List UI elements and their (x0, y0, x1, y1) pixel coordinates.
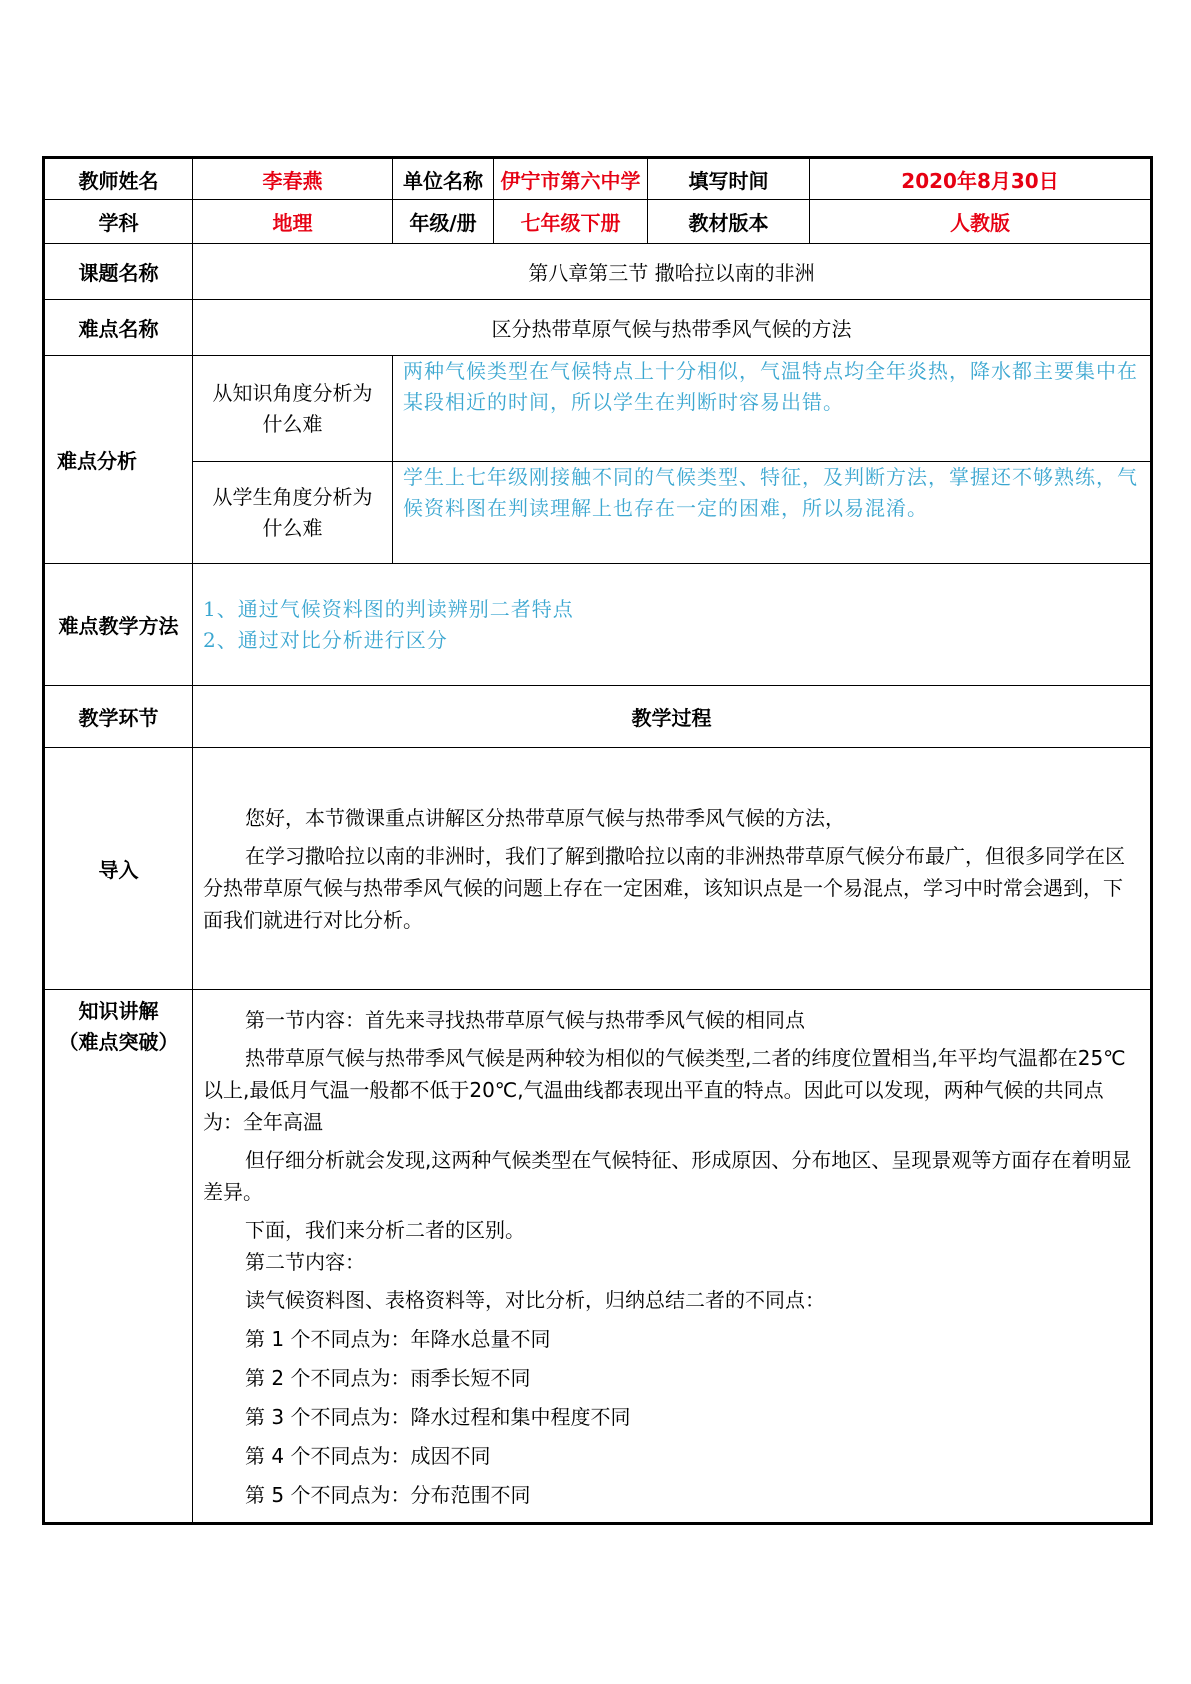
date-value: 2020年8月30日 (810, 158, 1152, 200)
teacher-value: 李春燕 (193, 158, 393, 200)
knowledge-angle-text (393, 356, 1152, 462)
knowledge-paragraph: 下面，我们来分析二者的区别。 (245, 1218, 525, 1242)
difference-item: 第 2 个不同点为：雨季长短不同 (245, 1366, 531, 1390)
knowledge-angle-label-line-2: 什么难 (262, 411, 323, 436)
student-angle-label-line-2: 什么难 (262, 515, 323, 540)
knowledge-label-line-2: （难点突破） (58, 1030, 179, 1054)
knowledge-label-line-1: 知识讲解 (78, 999, 159, 1023)
difficulty-row (44, 300, 1152, 356)
knowledge-angle-paragraph: 两种气候类型在气候特点上十分相似，气温特点均全年炎热，降水都主要集中在某段相近的时间，所以学生在判断时容易出错。 (403, 359, 1138, 414)
knowledge-paragraph: 热带草原气候与热带季风气候是两种较为相似的气候类型,二者的纬度位置相当,年平均气温都在25℃以上,最低月气温一般都不低于20℃,气温曲线都表现出平直的特点。因此可以发现，两种气候的共同点为：全年高温 (203, 1046, 1126, 1134)
student-angle-text (393, 462, 1152, 564)
stage-column-header: 教学环节 (44, 686, 193, 748)
header-row-2 (44, 200, 1152, 244)
intro-paragraph: 在学习撒哈拉以南的非洲时，我们了解到撒哈拉以南的非洲热带草原气候分布最广，但很多同学在区分热带草原气候与热带季风气候的问题上存在一定困难，该知识点是一个易混点，学习中时常会遇到，下面我们就进行对比分析。 (203, 843, 1125, 932)
knowledge-angle-label (193, 356, 393, 462)
knowledge-paragraph: 但仔细分析就会发现,这两种气候类型在气候特征、形成原因、分布地区、呈现景观等方面存在着明显差异。 (203, 1148, 1132, 1204)
topic-row (44, 244, 1152, 300)
difficulty-value: 区分热带草原气候与热带季风气候的方法 (193, 300, 1152, 356)
difference-item: 第 4 个不同点为：成因不同 (245, 1444, 491, 1468)
subject-label: 学科 (44, 200, 193, 244)
topic-label: 课题名称 (44, 244, 193, 300)
date-label: 填写时间 (648, 158, 810, 200)
method-item: 1、通过气候资料图的判读辨别二者特点 (203, 596, 574, 621)
methods-label: 难点教学方法 (44, 564, 193, 686)
intro-row (44, 748, 1152, 990)
knowledge-label (44, 990, 193, 1524)
knowledge-content (193, 990, 1152, 1524)
intro-label: 导入 (44, 748, 193, 990)
knowledge-paragraph: 第二节内容： (245, 1250, 365, 1274)
student-angle-label (193, 462, 393, 564)
process-header-row (44, 686, 1152, 748)
analysis-label: 难点分析 (44, 356, 193, 564)
lesson-plan-table (42, 156, 1153, 1525)
grade-label: 年级/册 (393, 200, 494, 244)
grade-value: 七年级下册 (494, 200, 648, 244)
intro-content (193, 748, 1152, 990)
difficulty-label: 难点名称 (44, 300, 193, 356)
methods-row (44, 564, 1152, 686)
analysis-row-knowledge (44, 356, 1152, 462)
methods-list (193, 564, 1152, 686)
intro-paragraph: 您好，本节微课重点讲解区分热带草原气候与热带季风气候的方法， (245, 805, 845, 830)
teacher-label: 教师姓名 (44, 158, 193, 200)
knowledge-paragraph: 第一节内容：首先来寻找热带草原气候与热带季风气候的相同点 (245, 1008, 805, 1032)
edition-value: 人教版 (810, 200, 1152, 244)
difference-item: 第 3 个不同点为：降水过程和集中程度不同 (245, 1405, 631, 1429)
analysis-row-student (44, 462, 1152, 564)
header-row-1 (44, 158, 1152, 200)
topic-value: 第八章第三节 撒哈拉以南的非洲 (193, 244, 1152, 300)
knowledge-angle-label-line-1: 从知识角度分析为 (212, 380, 373, 405)
method-item: 2、通过对比分析进行区分 (203, 627, 448, 652)
unit-label: 单位名称 (393, 158, 494, 200)
subject-value: 地理 (193, 200, 393, 244)
student-angle-label-line-1: 从学生角度分析为 (212, 484, 373, 509)
unit-value: 伊宁市第六中学 (494, 158, 648, 200)
knowledge-paragraph: 读气候资料图、表格资料等，对比分析，归纳总结二者的不同点： (245, 1288, 825, 1312)
process-column-header: 教学过程 (193, 686, 1152, 748)
difference-item: 第 1 个不同点为：年降水总量不同 (245, 1327, 551, 1351)
knowledge-row (44, 990, 1152, 1524)
edition-label: 教材版本 (648, 200, 810, 244)
difference-item: 第 5 个不同点为：分布范围不同 (245, 1483, 531, 1507)
student-angle-paragraph: 学生上七年级刚接触不同的气候类型、特征，及判断方法，掌握还不够熟练，气候资料图在判读理解上也存在一定的困难，所以易混淆。 (403, 465, 1138, 520)
